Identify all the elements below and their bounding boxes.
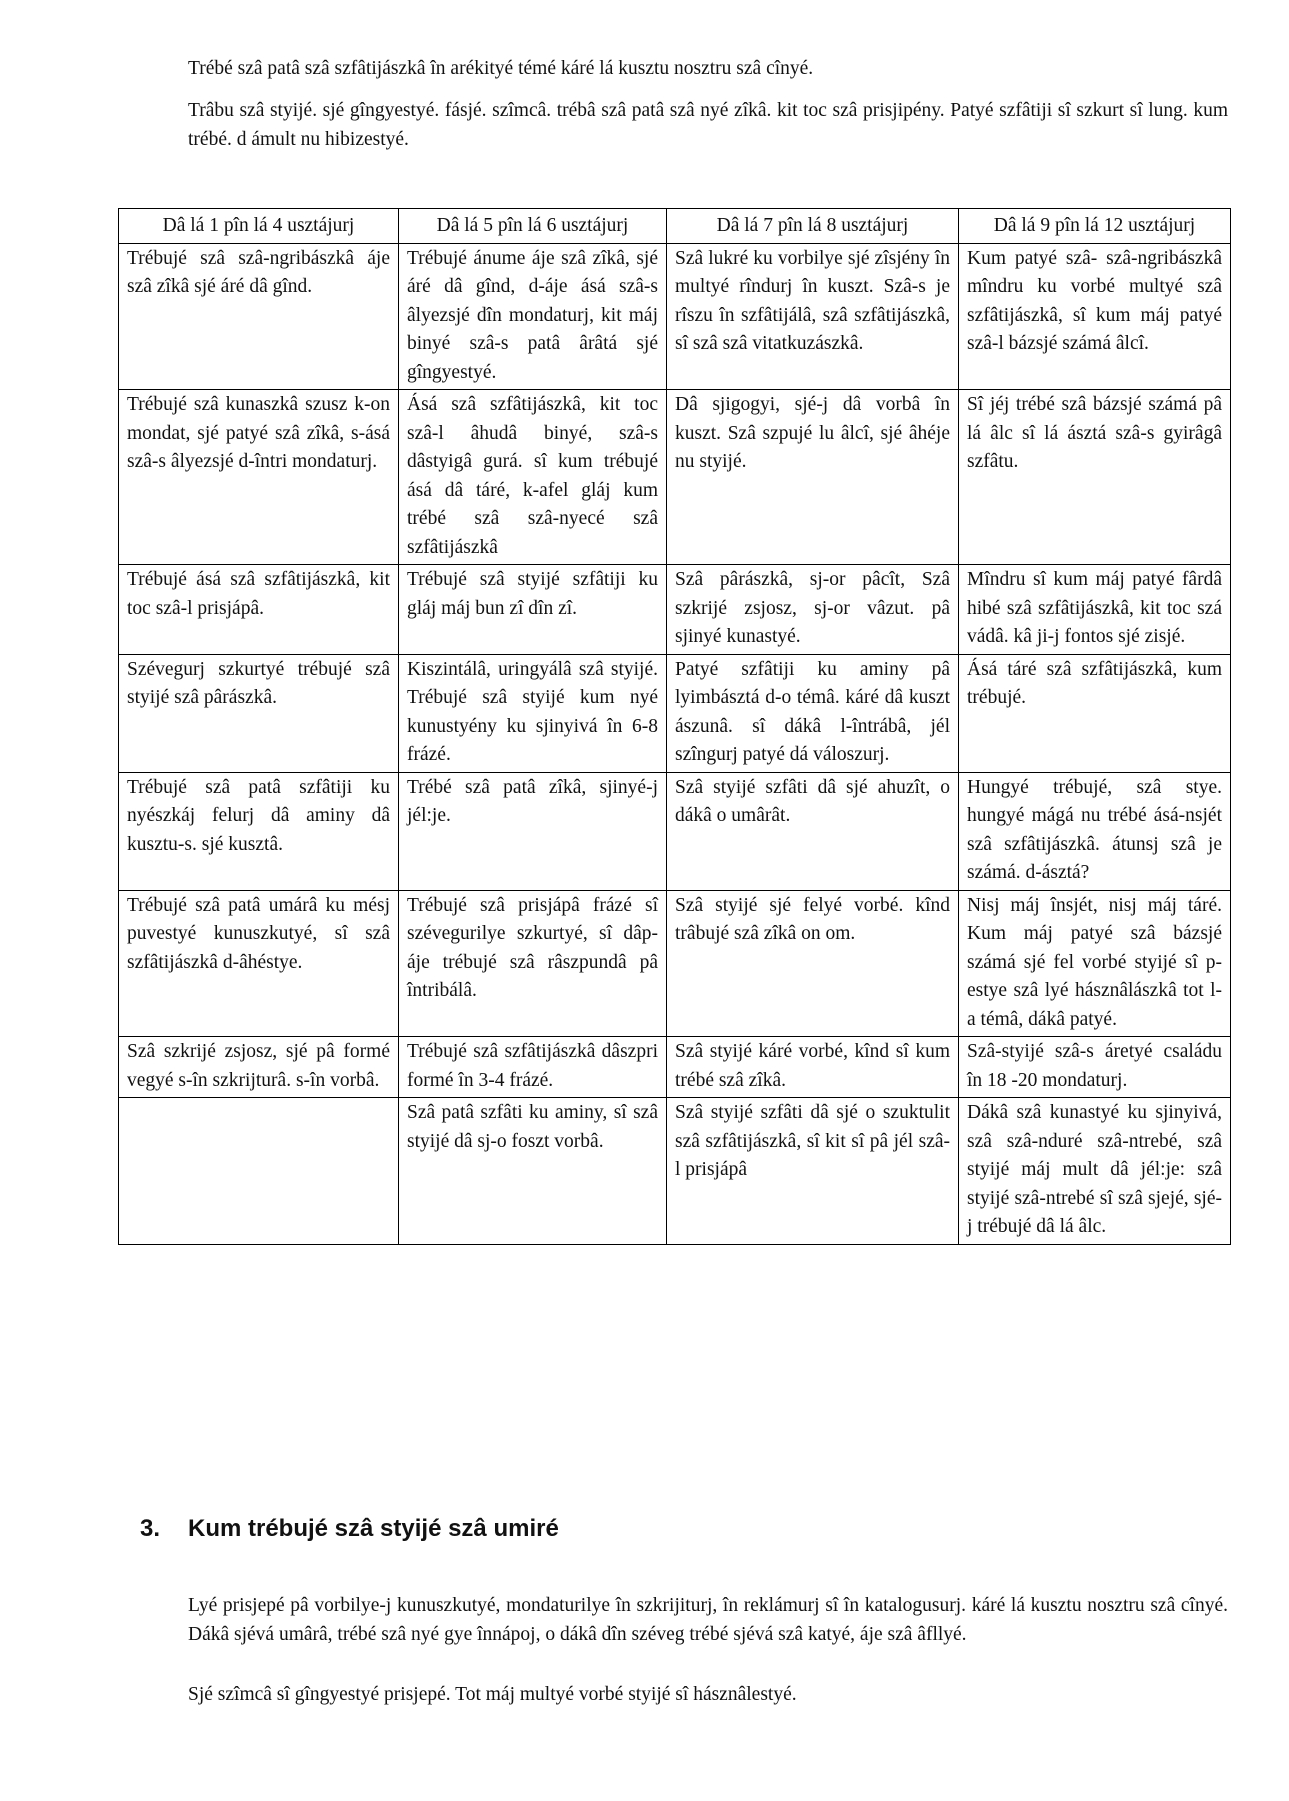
table-row: [119, 390, 1231, 565]
table-cell: [119, 1098, 399, 1245]
section-title: Kum trébujé szâ styijé szâ umiré: [188, 1515, 559, 1542]
table-cell: Dâ sjigogyi, sjé-j dâ vorbâ în kuszt. Szâ szpujé lu âlcî, sjé âhéje nu styijé.: [667, 390, 959, 565]
table-cell: Patyé szfâtiji ku aminy pâ lyimbásztá d-o témâ. káré dâ kuszt ászunâ. sî dákâ l-întrábâ, jél szîngurj patyé dá váloszurj.: [667, 654, 959, 772]
table-row: [119, 654, 1231, 772]
table-cell: Trébé szâ patâ zîkâ, sjinyé-j jél:je.: [399, 772, 667, 890]
table-cell: Mîndru sî kum máj patyé fârdâ hibé szâ szfâtijászkâ, kit toc szá vádâ. kâ ji-j fontos sjé zisjé.: [959, 565, 1231, 655]
table-cell: Szâ pârászkâ, sj-or pâcît, Szâ szkrijé zsjosz, sj-or vâzut. pâ sjinyé kunastyé.: [667, 565, 959, 655]
age-skills-table: [118, 208, 1231, 1245]
table-cell: Ásá szâ szfâtijászkâ, kit toc szâ-l âhudâ binyé, szâ-s dâstyigâ gurá. sî kum trébujé ásá dâ táré, k-afel gláj kum trébé szâ szâ-nyecé szâ szfâtijászkâ: [399, 390, 667, 565]
table-cell: Szâ styijé káré vorbé, kînd sî kum trébé szâ zîkâ.: [667, 1037, 959, 1098]
table-cell: Sî jéj trébé szâ bázsjé számá pâ lá âlc sî lá ásztá szâ-s gyirâgâ szfâtu.: [959, 390, 1231, 565]
table-row: [119, 890, 1231, 1037]
table-cell: Szâ szkrijé zsjosz, sjé pâ formé vegyé s-în szkrijturâ. s-în vorbâ.: [119, 1037, 399, 1098]
table-row: [119, 243, 1231, 390]
table-cell: Trébujé szâ patâ umárâ ku mésj puvestyé kunuszkutyé, sî szâ szfâtijászkâ d-âhéstye.: [119, 890, 399, 1037]
table-cell: Trébujé ásá szâ szfâtijászkâ, kit toc szâ-l prisjápâ.: [119, 565, 399, 655]
outro-paragraph-2: Sjé szîmcâ sî gîngyestyé prisjepé. Tot máj multyé vorbé styijé sî hásznâlestyé.: [188, 1684, 797, 1705]
table-cell: Szâ patâ szfâti ku aminy, sî szâ styijé dâ sj-o foszt vorbâ.: [399, 1098, 667, 1245]
table-cell: Trébujé szâ prisjápâ frázé sî szévegurilye szkurtyé, sî dâp-áje trébujé szâ râszpundâ pâ întribálâ.: [399, 890, 667, 1037]
column-header: Dâ lá 7 pîn lá 8 usztájurj: [667, 209, 959, 244]
table-cell: Trébujé szâ styijé szfâtiji ku gláj máj bun zî dîn zî.: [399, 565, 667, 655]
table-cell: Szâ styijé sjé felyé vorbé. kînd trâbujé szâ zîkâ on om.: [667, 890, 959, 1037]
table-cell: Trébujé szâ kunaszkâ szusz k-on mondat, sjé patyé szâ zîkâ, s-ásá szâ-s âlyezsjé d-întri mondaturj.: [119, 390, 399, 565]
table-cell: Nisj máj însjét, nisj máj táré. Kum máj patyé szâ bázsjé számá sjé fel vorbé styijé sî p-estye szâ lyé hásznâlászkâ tot l-a témâ, dákâ patyé.: [959, 890, 1231, 1037]
table-row: [119, 1098, 1231, 1245]
table-cell: Szâ styijé szfâti dâ sjé ahuzît, o dákâ o umârât.: [667, 772, 959, 890]
table-cell: Kum patyé szâ- szâ-ngribászkâ mîndru ku vorbé multyé szâ szfâtijászkâ, sî kum máj patyé szâ-l bázsjé számá âlcî.: [959, 243, 1231, 390]
table-cell: Hungyé trébujé, szâ stye. hungyé mágá nu trébé ásá-nsjét szâ szfâtijászkâ. átunsj szâ je számá. d-ásztá?: [959, 772, 1231, 890]
table-cell: Kiszintálâ, uringyálâ szâ styijé. Trébujé szâ styijé kum nyé kunustyény ku sjinyivá în 6-8 frázé.: [399, 654, 667, 772]
table-cell: Szâ lukré ku vorbilye sjé zîsjény în multyé rîndurj în kuszt. Szâ-s je rîszu în szfâtijálâ, szâ szfâtijászkâ, sî szâ szâ vitatkuzászkâ.: [667, 243, 959, 390]
table-row: [119, 565, 1231, 655]
column-header: Dâ lá 5 pîn lá 6 usztájurj: [399, 209, 667, 244]
table-cell: Szâ-styijé szâ-s áretyé családu în 18 -20 mondaturj.: [959, 1037, 1231, 1098]
section-heading: [140, 1514, 559, 1544]
table-cell: Trébujé szâ szfâtijászkâ dâszpri formé în 3-4 frázé.: [399, 1037, 667, 1098]
table-row: [119, 1037, 1231, 1098]
table-cell: Trébujé ánume áje szâ zîkâ, sjé áré dâ gînd, d-áje ásá szâ-s âlyezsjé dîn mondaturj, kit máj binyé szâ-s patâ ârâtá sjé gîngyestyé.: [399, 243, 667, 390]
table-cell: Ásá táré szâ szfâtijászkâ, kum trébujé.: [959, 654, 1231, 772]
outro-paragraph-1: Lyé prisjepé pâ vorbilye-j kunuszkutyé, mondaturilye în szkrijiturj, în reklámurj sî în katalogusurj. káré lá kusztu nosztru szâ cînyé. Dákâ sjévá umârâ, trébé szâ nyé gye înnápoj, o dákâ dîn széveg trébé sjévá szâ katyé, áje szâ âfllyé.: [188, 1595, 1228, 1645]
intro-paragraph-1: Trébé szâ patâ szâ szfâtijászkâ în arékityé témé káré lá kusztu nosztru szâ cînyé.: [188, 58, 814, 79]
section-number: 3.: [140, 1515, 161, 1542]
table-cell: Szévegurj szkurtyé trébujé szâ styijé szâ pârászkâ.: [119, 654, 399, 772]
column-header: Dâ lá 1 pîn lá 4 usztájurj: [119, 209, 399, 244]
table-row: [119, 772, 1231, 890]
table-cell: Trébujé szâ szâ-ngribászkâ áje szâ zîkâ sjé áré dâ gînd.: [119, 243, 399, 390]
table-cell: Szâ styijé szfâti dâ sjé o szuktulit szâ szfâtijászkâ, sî kit sî pâ jél szâ-l prisjápâ: [667, 1098, 959, 1245]
table-cell: Dákâ szâ kunastyé ku sjinyivá, szâ szâ-nduré szâ-ntrebé, szâ styijé máj mult dâ jél:je: szâ styijé szâ-ntrebé sî szâ sjejé, sjé-j trébujé dâ lá âlc.: [959, 1098, 1231, 1245]
table-cell: Trébujé szâ patâ szfâtiji ku nyészkáj felurj dâ aminy dâ kusztu-s. sjé kusztâ.: [119, 772, 399, 890]
table-header-row: [119, 209, 1231, 244]
column-header: Dâ lá 9 pîn lá 12 usztájurj: [959, 209, 1231, 244]
intro-paragraph-2: Trâbu szâ styijé. sjé gîngyestyé. fásjé. szîmcâ. trébâ szâ patâ szâ nyé zîkâ. kit toc szâ prisjipény. Patyé szfâtiji sî szkurt sî lung. kum trébé. d ámult nu hibizestyé.: [188, 100, 1228, 150]
